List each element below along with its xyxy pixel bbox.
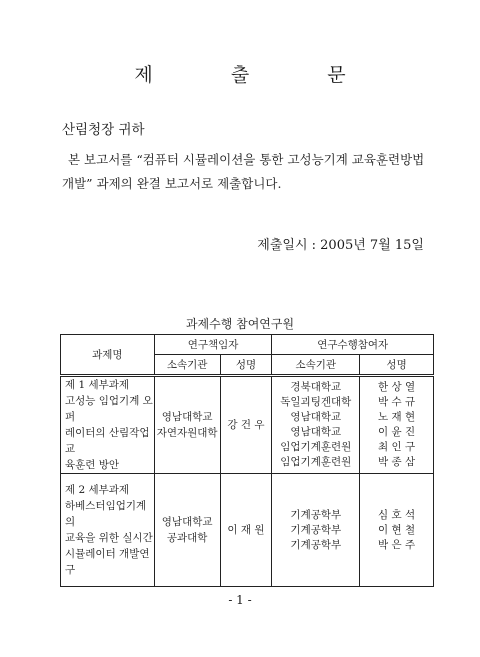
participant-name: 박 종 삼: [378, 456, 416, 468]
body-paragraph: [62, 148, 434, 196]
page-number: - 1 -: [228, 593, 252, 607]
header-leader-name: 성명: [220, 355, 272, 376]
participant-org: 임업기계훈련원: [280, 441, 352, 453]
participant-name: 박 수 규: [378, 396, 416, 408]
participant-org: 영남대학교: [290, 411, 342, 423]
participant-org: 독일괴팅겐대학: [280, 396, 352, 408]
participant-name: 이 현 철: [378, 523, 416, 536]
body-line-2: 개발” 과제의 완결 보고서로 제출합니다.: [62, 176, 282, 191]
participant-org: 경북대학교: [290, 381, 342, 393]
leader-name-cell: 강 건 우: [220, 376, 272, 474]
participant-org: 임업기계훈련원: [280, 456, 352, 468]
table-caption: 과제수행 참여연구원: [185, 317, 295, 331]
header-leader: 연구책임자: [154, 335, 272, 355]
project-line: 고성능 임업기계 오퍼: [65, 395, 153, 423]
participant-name: 노 재 현: [378, 411, 416, 423]
project-line: 제 1 세부과제: [65, 379, 130, 391]
leader-name-cell: 이 재 원: [220, 474, 272, 587]
body-line-1: 본 보고서를 “컴퓨터 시뮬레이션을 통한 고성능기계 교육훈련방법: [68, 152, 425, 167]
header-participant-org: 소속기관: [272, 355, 360, 376]
project-cell: [61, 376, 155, 474]
leader-org-cell: [154, 376, 220, 474]
table-row: [61, 376, 434, 474]
header-participant-name: 성명: [360, 355, 434, 376]
leader-org-cell: [154, 474, 220, 587]
participant-name: 심 호 석: [378, 508, 416, 521]
project-line: 하베스터임업기계의: [65, 500, 147, 528]
participant-org: 영남대학교: [290, 426, 342, 438]
header-project: 과제명: [61, 335, 155, 376]
project-cell: [61, 474, 155, 587]
participant-name: 최 인 구: [378, 441, 416, 453]
org-line: 영남대학교: [161, 516, 213, 528]
participant-name: 한 상 열: [378, 381, 416, 393]
table-row: [61, 474, 434, 587]
header-participants: 연구수행참여자: [272, 335, 434, 355]
project-line: 레이터의 산림작업 교: [65, 427, 150, 455]
header-leader-org: 소속기관: [154, 355, 220, 376]
participant-name-cell: [360, 474, 434, 587]
participant-org: 기계공학부: [290, 538, 342, 551]
org-line: 자연자원대학: [156, 427, 218, 439]
participant-name: 박 은 주: [378, 538, 416, 551]
document-title: 제 출 문: [134, 64, 382, 86]
project-line: 육훈련 방안: [65, 459, 120, 471]
participant-org: 기계공학부: [290, 508, 342, 521]
addressee: 산림청장 귀하: [62, 122, 145, 138]
org-line: 영남대학교: [161, 411, 213, 423]
participant-name-cell: [360, 376, 434, 474]
participant-org-cell: [272, 474, 360, 587]
participant-org: 기계공학부: [290, 523, 342, 536]
project-line: 제 2 세부과제: [65, 484, 130, 496]
participant-name: 이 윤 진: [378, 426, 416, 438]
org-line: 공과대학: [166, 532, 208, 544]
project-line: 교육을 위한 실시간: [65, 532, 153, 544]
researchers-table: [60, 334, 434, 587]
project-line: 시뮬레이터 개발연구: [65, 548, 150, 576]
participant-org-cell: [272, 376, 360, 474]
submission-date: 제출일시 : 2005년 7월 15일: [257, 238, 424, 253]
